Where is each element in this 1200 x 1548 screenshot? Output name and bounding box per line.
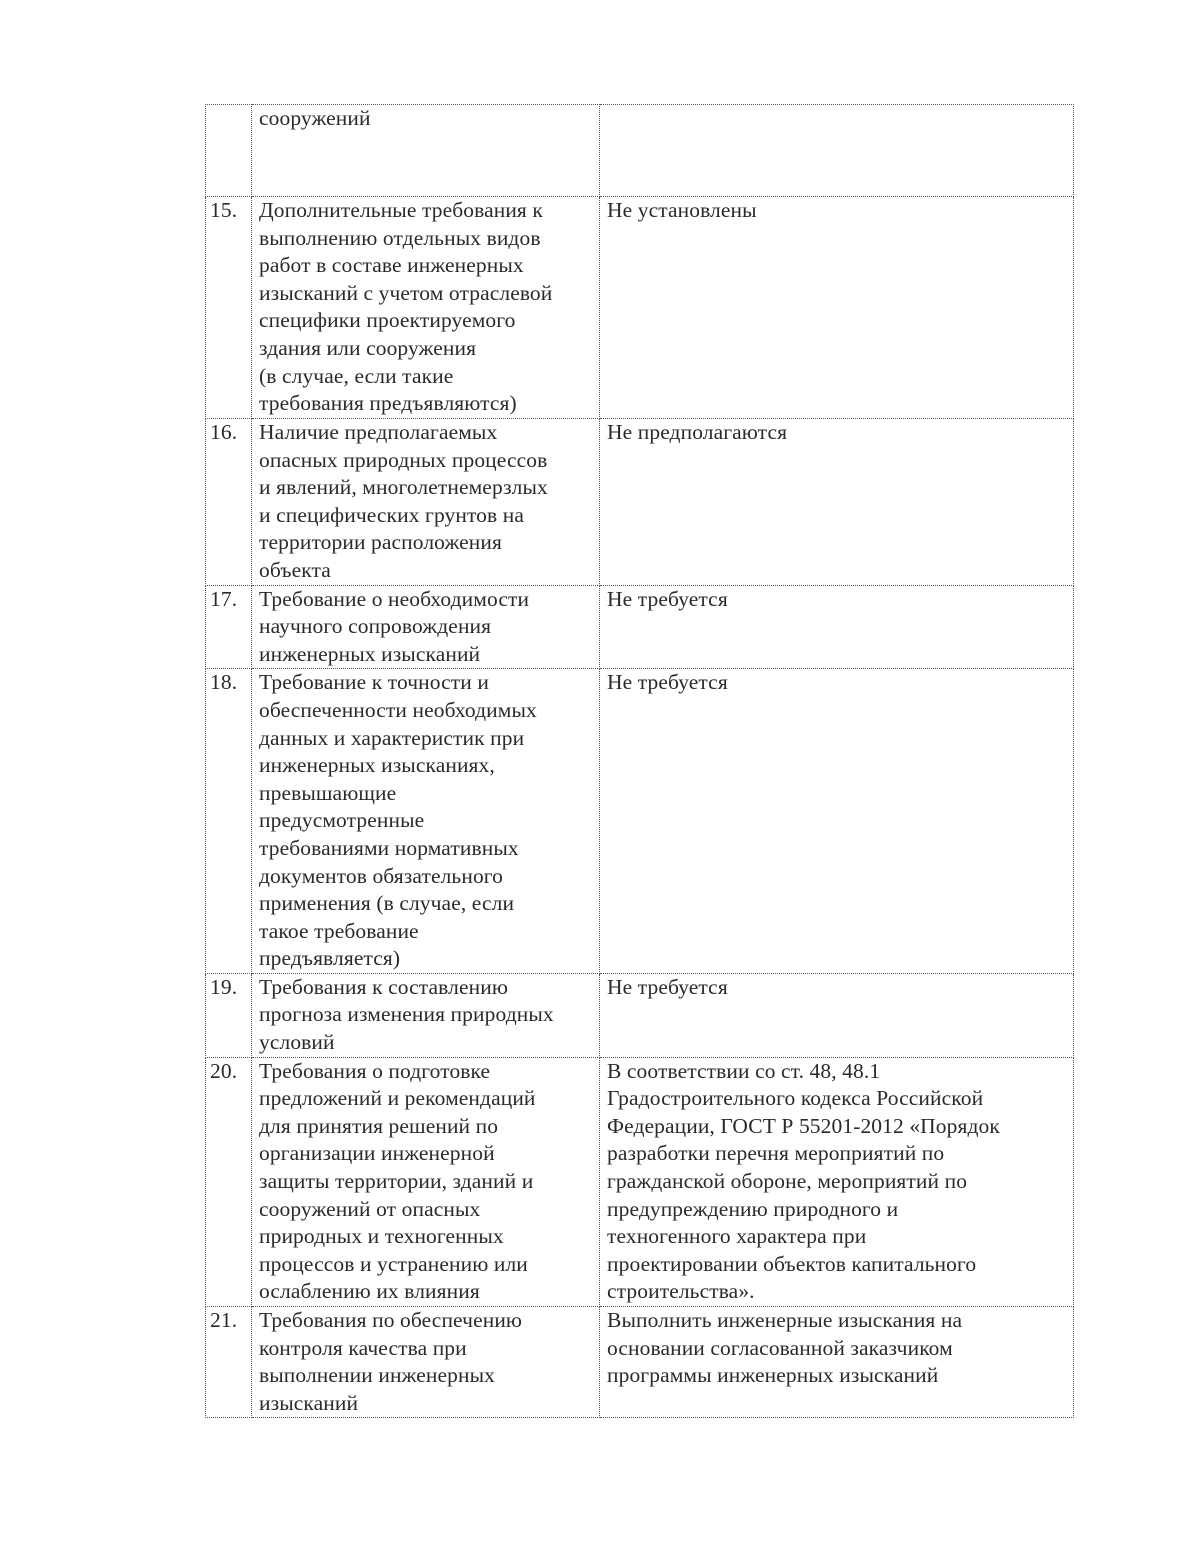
requirement-value: Не установлены — [600, 197, 1074, 419]
table-row — [206, 585, 1074, 669]
requirement-value: Не требуется — [600, 973, 1074, 1057]
row-number: 21. — [206, 1307, 252, 1418]
requirement-value: В соответствии со ст. 48, 48.1 Градостроительного кодекса Российской Федерации, ГОСТ Р 55201-2012 «Порядок разработки перечня мероприятий по гражданской обороне, мероприятий по предупреждению природного и техногенного характера при проектировании объектов капитального строительства». — [600, 1057, 1074, 1306]
requirement-name: Требования к составлению прогноза изменения природных условий — [252, 973, 600, 1057]
table-row — [206, 419, 1074, 586]
row-number: 16. — [206, 419, 252, 586]
row-number: 15. — [206, 197, 252, 419]
requirement-name: Требование к точности и обеспеченности необходимых данных и характеристик при инженерных изысканиях, превышающие предусмотренные требованиями нормативных документов обязательного применения (в случае, если такое требование предъявляется) — [252, 669, 600, 974]
row-number: 19. — [206, 973, 252, 1057]
requirement-value: Не требуется — [600, 669, 1074, 974]
table-row — [206, 973, 1074, 1057]
requirement-name: Требования о подготовке предложений и рекомендаций для принятия решений по организации инженерной защиты территории, зданий и сооружений от опасных природных и техногенных процессов и устранению или ослаблению их влияния — [252, 1057, 600, 1306]
row-number: 20. — [206, 1057, 252, 1306]
requirement-value: Выполнить инженерные изыскания на основании согласованной заказчиком программы инженерных изысканий — [600, 1307, 1074, 1418]
requirement-name: Требования по обеспечению контроля качества при выполнении инженерных изысканий — [252, 1307, 600, 1418]
requirement-value: Не предполагаются — [600, 419, 1074, 586]
table-row — [206, 1307, 1074, 1418]
table-row — [206, 197, 1074, 419]
requirement-value — [600, 105, 1074, 197]
requirement-name: Требование о необходимости научного сопровождения инженерных изысканий — [252, 585, 600, 669]
table-row — [206, 1057, 1074, 1306]
requirement-name: Дополнительные требования к выполнению отдельных видов работ в составе инженерных изысканий с учетом отраслевой специфики проектируемого здания или сооружения (в случае, если такие требования предъявляются) — [252, 197, 600, 419]
requirement-value: Не требуется — [600, 585, 1074, 669]
row-number: 18. — [206, 669, 252, 974]
requirement-name: сооружений — [252, 105, 600, 197]
requirements-table — [205, 104, 1074, 1418]
table-row — [206, 669, 1074, 974]
row-number: 17. — [206, 585, 252, 669]
requirement-name: Наличие предполагаемых опасных природных процессов и явлений, многолетнемерзлых и специфических грунтов на территории расположения объекта — [252, 419, 600, 586]
row-number — [206, 105, 252, 197]
table-row — [206, 105, 1074, 197]
